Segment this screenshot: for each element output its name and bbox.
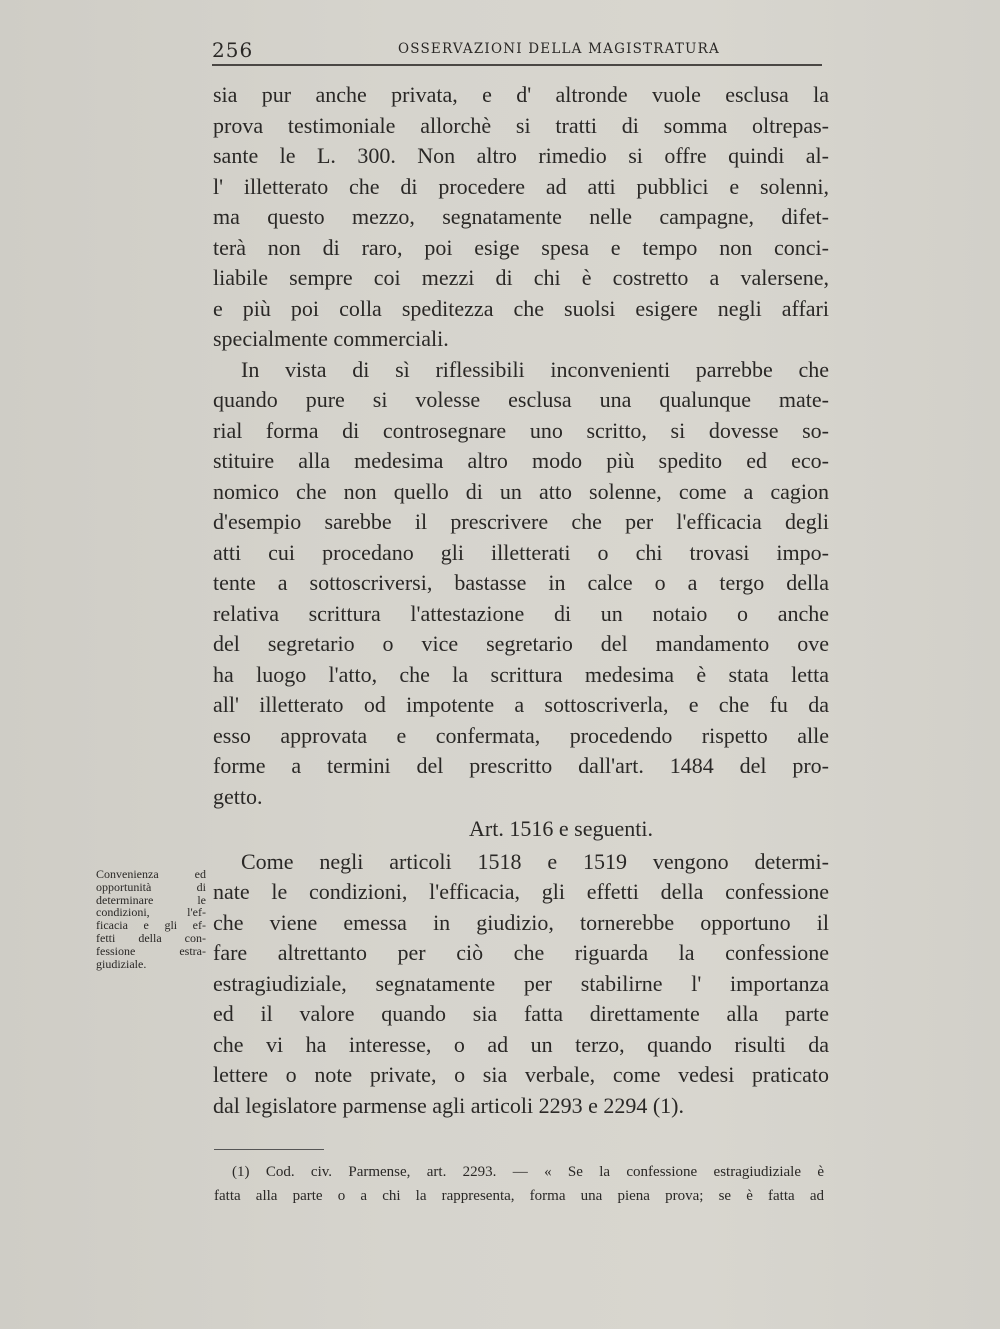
paragraph xyxy=(213,847,829,1122)
text-line: del segretario o vice segretario del mandamento ove xyxy=(213,631,829,656)
text-line: che viene emessa in giudizio, tornerebbe opportuno il xyxy=(213,909,829,935)
text-line: esso approvata e confermata, procedendo rispetto alle xyxy=(213,722,829,748)
margin-note-line: fessione estra- xyxy=(96,943,206,958)
footnote-divider xyxy=(214,1149,324,1150)
running-head: OSSERVAZIONI DELLA MAGISTRATURA xyxy=(398,41,720,57)
page-header xyxy=(212,38,822,66)
text-line: tente a sottoscriversi, bastasse in calce o a tergo della xyxy=(213,570,829,595)
footnote xyxy=(214,1160,824,1208)
text-line: forme a termini del prescritto dall'art. 1484 del pro- xyxy=(213,753,829,778)
page-number: 256 xyxy=(212,38,254,62)
text-line: specialmente commerciali. xyxy=(213,326,449,351)
text-line: relativa scrittura l'attestazione di un notaio o anche xyxy=(213,600,829,626)
text-line: ha luogo l'atto, che la scrittura medesima è stata letta xyxy=(213,661,829,687)
text-line: ma questo mezzo, segnatamente nelle campagne, difet- xyxy=(213,204,829,229)
text-line: rial forma di controsegnare uno scritto, si dovesse so- xyxy=(213,417,829,443)
text-line: Come negli articoli 1518 e 1519 vengono determi- xyxy=(241,848,829,874)
text-line: dal legislatore parmense agli articoli 2293 e 2294 (1). xyxy=(213,1092,685,1118)
margin-note xyxy=(96,868,206,970)
text-line: e più poi colla speditezza che suolsi esigere negli affari xyxy=(213,295,829,321)
text-line: fare altrettanto per ciò che riguarda la confessione xyxy=(213,940,829,965)
text-line: sia pur anche privata, e d' altronde vuole esclusa la xyxy=(213,82,829,107)
margin-note-line: condizioni, l'ef- xyxy=(96,905,206,920)
text-line: nomico che non quello di un atto solenne, come a cagion xyxy=(213,478,829,504)
text-line: terà non di raro, poi esige spesa e tempo non conci- xyxy=(213,234,829,260)
main-text xyxy=(213,80,829,1121)
text-line: che vi ha interesse, o ad un terzo, quando risulti da xyxy=(213,1031,829,1057)
text-line: lettere o note private, o sia verbale, come vedesi praticato xyxy=(213,1062,829,1087)
footnote-line: fatta alla parte o a chi la rappresenta, forma una piena prova; se è fatta ad xyxy=(214,1188,824,1204)
paragraph xyxy=(213,355,829,813)
text-line: quando pure si volesse esclusa una qualunque mate- xyxy=(213,387,829,412)
text-line: getto. xyxy=(213,783,263,809)
text-line: stituire alla medesima altro modo più spedito ed eco- xyxy=(213,448,829,473)
margin-note-line: fetti della con- xyxy=(96,930,206,945)
text-line: In vista di sì riflessibili inconvenienti parrebbe che xyxy=(241,356,829,382)
margin-note-line: opportunità di xyxy=(96,879,206,894)
text-line: ed il valore quando sia fatta direttamente alla parte xyxy=(213,1001,829,1026)
text-line: prova testimoniale allorchè si tratti di somma oltrepas- xyxy=(213,112,829,138)
paragraph xyxy=(213,80,829,355)
text-line: atti cui procedano gli illetterati o chi trovasi impo- xyxy=(213,539,829,565)
text-line: l' illetterato che di procedere ad atti pubblici e solenni, xyxy=(213,173,829,199)
text-line: liabile sempre coi mezzi di chi è costretto a valersene, xyxy=(213,265,829,290)
section-heading: Art. 1516 e seguenti. xyxy=(469,816,653,841)
margin-note-line: determinare le xyxy=(96,892,206,907)
margin-note-line: Convenienza ed xyxy=(96,867,206,881)
text-line: all' illetterato od impotente a sottoscriverla, e che fu da xyxy=(213,692,829,717)
margin-note-line: giudiziale. xyxy=(96,956,147,971)
text-line: estragiudiziale, segnatamente per stabilirne l' importanza xyxy=(213,970,829,996)
footnote-line: (1) Cod. civ. Parmense, art. 2293. — « Se la confessione estragiudiziale è xyxy=(232,1164,824,1180)
text-line: d'esempio sarebbe il prescrivere che per l'efficacia degli xyxy=(213,509,829,534)
margin-note-line: ficacia e gli ef- xyxy=(96,918,206,933)
text-line: sante le L. 300. Non altro rimedio si offre quindi al- xyxy=(213,143,829,168)
text-line: nate le condizioni, l'efficacia, gli effetti della confessione xyxy=(213,879,829,904)
